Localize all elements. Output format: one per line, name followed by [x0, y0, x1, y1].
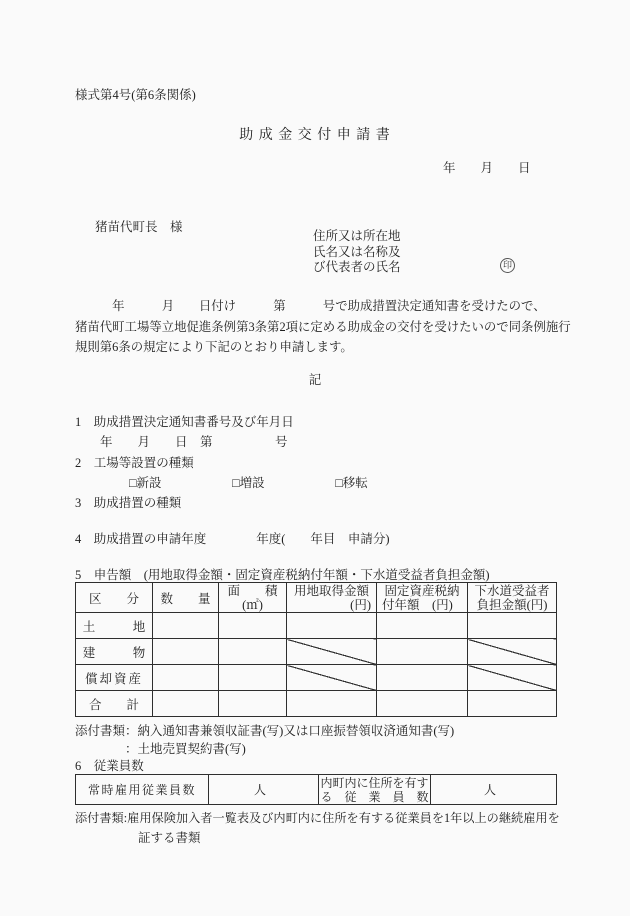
- addressee: 猪苗代町長 様: [95, 220, 183, 234]
- item-2-label: 2 工場等設置の種類: [75, 456, 194, 470]
- empty-cell: [219, 613, 287, 639]
- applicant-name-label-line1: 氏名又は名称及: [313, 244, 401, 259]
- checkbox-option-expand: □増設: [232, 476, 265, 490]
- col-header-category: 区 分: [76, 583, 153, 613]
- col-header-land-unit: (円): [350, 597, 371, 612]
- row-label-total: 合 計: [76, 691, 153, 717]
- checkbox-option-new: □新設: [129, 476, 162, 490]
- col-header-tax-line2: 付年額 (円): [382, 597, 453, 612]
- col-header-sewer-line2: 負担金額(円): [476, 597, 548, 612]
- body-line-2: 猪苗代町工場等立地促進条例第3条第2項に定める助成金の交付を受けたいので同条例施行: [75, 319, 571, 334]
- item-4-label: 4 助成措置の申請年度 年度( 年目 申請分): [75, 532, 390, 546]
- body-paragraph: [75, 296, 571, 358]
- local-employees-unit: 人: [431, 775, 557, 805]
- local-employees-label-line2: る 従 業 員 数: [320, 789, 429, 804]
- employees-table: [75, 774, 557, 805]
- empty-cell: [468, 691, 557, 717]
- col-header-quantity: 数 量: [153, 583, 219, 613]
- body-line-3: 規則第6条の規定により下記のとおり申請します。: [75, 340, 353, 354]
- attachment-note-line2: ：土地売買契約書(写): [125, 742, 246, 756]
- table-row-total: [76, 691, 557, 717]
- form-number: 様式第4号(第6条関係): [75, 88, 196, 102]
- employment-attachment-note-line2: 証する書類: [138, 831, 201, 845]
- checkbox-option-relocate: □移転: [335, 476, 368, 490]
- col-header-property-tax: [377, 583, 468, 613]
- applicant-name-label-line2: び代表者の氏名: [313, 260, 401, 274]
- empty-cell: [377, 691, 468, 717]
- empty-cell: [153, 639, 219, 665]
- slashed-cell: [468, 639, 557, 665]
- col-header-tax-line1: 固定資産税納: [384, 583, 460, 598]
- row-label-land: 土 地: [76, 613, 153, 639]
- local-employees-label: [319, 775, 431, 805]
- empty-cell: [377, 639, 468, 665]
- col-header-area: [219, 583, 287, 613]
- body-line-1: 年 月 日付け 第 号で助成措置決定通知書を受けたので、: [75, 299, 546, 313]
- item-5-label: 5 申告額 (用地取得金額・固定資産税納付年額・下水道受益者負担金額): [75, 568, 490, 582]
- col-header-land-line1: 用地取得金額: [293, 583, 369, 598]
- empty-cell: [219, 665, 287, 691]
- item-1-label: 1 助成措置決定通知書番号及び年月日: [75, 415, 294, 429]
- page-title: 助 成 金 交 付 申 請 書: [239, 128, 391, 143]
- attachment-note-line1: 添付書類：納入通知書兼領収証書(写)又は口座振替領収済通知書(写): [75, 724, 455, 738]
- col-header-land-price: [287, 583, 377, 613]
- employees-table-row: [76, 775, 557, 805]
- empty-cell: [468, 613, 557, 639]
- empty-cell: [287, 613, 377, 639]
- empty-cell: [153, 691, 219, 717]
- declaration-table-header-row: [76, 583, 557, 613]
- item-1-detail: 年 月 日 第 号: [100, 435, 288, 449]
- empty-cell: [377, 613, 468, 639]
- table-row-building: [76, 639, 557, 665]
- declaration-table: [75, 582, 557, 717]
- empty-cell: [287, 691, 377, 717]
- seal-mark-icon: 印: [500, 258, 515, 273]
- table-row-land: [76, 613, 557, 639]
- row-label-building: 建 物: [76, 639, 153, 665]
- slashed-cell: [468, 665, 557, 691]
- empty-cell: [377, 665, 468, 691]
- empty-cell: [219, 691, 287, 717]
- col-header-area-line1: 面 積: [227, 583, 278, 598]
- empty-cell: [219, 639, 287, 665]
- local-employees-label-line1: 内町内に住所を有す: [320, 775, 429, 790]
- empty-cell: [153, 665, 219, 691]
- col-header-area-unit: (㎡): [242, 597, 263, 612]
- date-line: 年 月 日: [443, 161, 531, 175]
- empty-cell: [153, 613, 219, 639]
- employment-attachment-note-line1: 添付書類:雇用保険加入者一覧表及び内町内に住所を有する従業員を1年以上の継続雇用を: [75, 811, 560, 825]
- slashed-cell: [287, 639, 377, 665]
- col-header-sewer: [468, 583, 557, 613]
- regular-employees-unit: 人: [209, 775, 319, 805]
- item-6-label: 6 従業員数: [75, 759, 144, 773]
- applicant-block: [313, 229, 401, 276]
- record-heading: 記: [308, 373, 322, 387]
- item-2-options: [129, 473, 435, 491]
- slashed-cell: [287, 665, 377, 691]
- item-3-label: 3 助成措置の種類: [75, 496, 182, 510]
- table-row-depreciable-assets: [76, 665, 557, 691]
- regular-employees-label: 常時雇用従業員数: [76, 775, 209, 805]
- row-label-depreciable-assets: 償却資産: [76, 665, 153, 691]
- col-header-sewer-line1: 下水道受益者: [474, 583, 550, 598]
- applicant-address-label: 住所又は所在地: [313, 229, 401, 243]
